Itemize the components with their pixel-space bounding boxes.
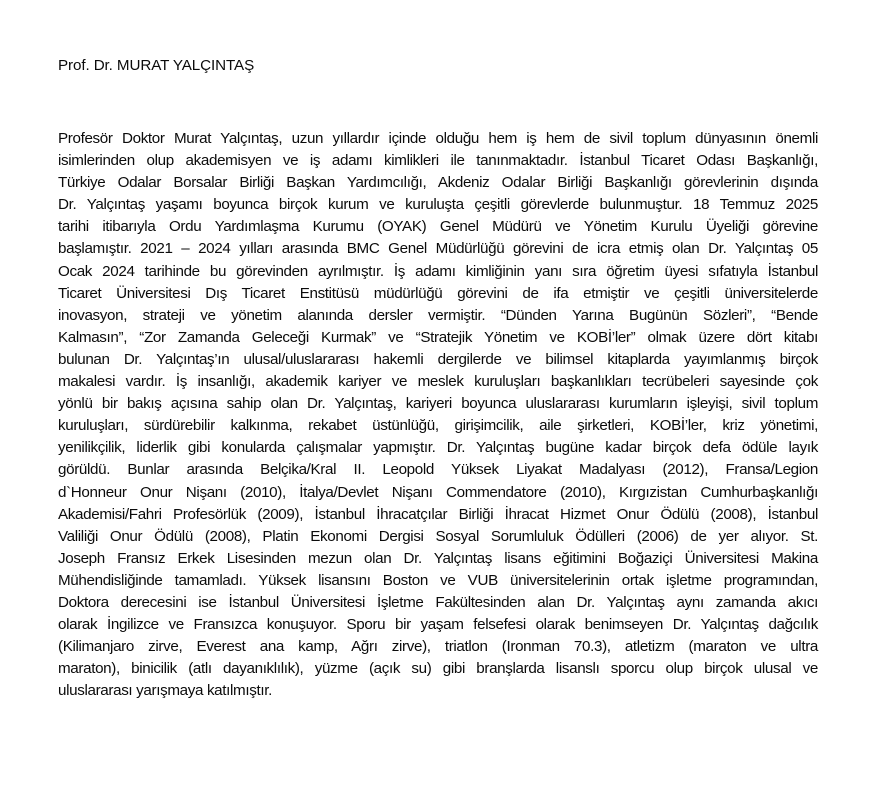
paragraph-line: isimlerinden olup akademisyen ve iş adamı kimlikleri ile tanınmaktadır. İstanbul Ticaret Odası Başkanlığı, bbox=[58, 152, 818, 170]
paragraph-line: d`Honneur Onur Nişanı (2010), İtalya/Devlet Nişanı Commendatore (2010), Kırgızistan Cumhurbaşkanlığı bbox=[58, 483, 818, 501]
paragraph-line: Profesör Doktor Murat Yalçıntaş, uzun yıllardır içinde olduğu hem iş hem de sivil toplum dünyasının önemli bbox=[58, 130, 818, 147]
paragraph-line: Ocak 2024 tarihinde bu görevinden ayrılmıştır. İş adamı kimliğinin yanı sıra öğretim üyesi sıfatıyla İstanbul bbox=[58, 262, 818, 280]
biography-paragraph bbox=[58, 128, 818, 702]
paragraph-line: olarak İngilizce ve Fransızca konuşuyor. Sporu bir yaşam felsefesi olarak benimseyen Dr. Yalçıntaş dağcılık bbox=[58, 616, 818, 634]
paragraph-line: Joseph Fransız Erkek Lisesinden mezun olan Dr. Yalçıntaş lisans eğitimini Boğaziçi Üniversitesi Makina bbox=[58, 549, 818, 567]
paragraph-line: Türkiye Odalar Borsalar Birliği Başkan Yardımcılığı, Akdeniz Odalar Birliği Başkanlığı görevlerinin dışında bbox=[58, 174, 818, 192]
paragraph-line: Kalmasın”, “Zor Zamanda Geleceği Kurmak” ve “Stratejik Yönetim ve KOBİ’ler” olmak üzere dört kitabı bbox=[58, 328, 818, 346]
document-title: Prof. Dr. MURAT YALÇINTAŞ bbox=[58, 57, 255, 74]
paragraph-line: tarihi itibarıyla Ordu Yardımlaşma Kurumu (OYAK) Genel Müdürü ve Yönetim Kurulu Üyeliği görevine bbox=[58, 218, 818, 236]
paragraph-line: maraton), binicilik (atlı dayanıklılık), yüzme (açık su) gibi branşlarda lisanslı sporcu olup birçok ulusal ve bbox=[58, 660, 818, 678]
paragraph-line: Akademisi/Fahri Profesörlük (2009), İstanbul İhracatçılar Birliği İhracat Hizmet Onur Ödülü (2008), İstanbul bbox=[58, 505, 818, 523]
paragraph-line: (Kilimanjaro zirve, Everest ana kamp, Ağrı zirve), triatlon (Ironman 70.3), atletizm (maraton ve ultra bbox=[58, 638, 818, 656]
paragraph-line: bulunan Dr. Yalçıntaş’ın ulusal/uluslararası hakemli dergilerde ve bilimsel kitaplarda yayımlanmış birçok bbox=[58, 350, 818, 368]
paragraph-line: Mühendisliğinde tamamladı. Yüksek lisansını Boston ve VUB üniversitelerinin ortak işletme programından, bbox=[58, 571, 818, 589]
paragraph-line: kuruluşları, sürdürebilir kalkınma, rekabet üstünlüğü, girişimcilik, aile şirketleri, KOBİ’ler, kriz yönetimi, bbox=[58, 417, 818, 435]
paragraph-line: Doktora derecesini ise İstanbul Üniversitesi İşletme Fakültesinden alan Dr. Yalçıntaş aynı zamanda akıcı bbox=[58, 593, 818, 611]
paragraph-line: Dr. Yalçıntaş yaşamı boyunca birçok kurum ve kuruluşta çeşitli görevlerde bulunmuştur. 18 Temmuz 2025 bbox=[58, 196, 818, 214]
paragraph-line: makalesi vardır. İş insanlığı, akademik kariyer ve meslek kuruluşları başkanlıkları tecrübeleri sayesinde çok bbox=[58, 373, 818, 391]
paragraph-line: Ticaret Üniversitesi Dış Ticaret Enstitüsü müdürlüğü görevini de ifa etmiştir ve çeşitli üniversitelerde bbox=[58, 284, 818, 302]
paragraph-line: yönlü bir bakış açısına sahip olan Dr. Yalçıntaş, kariyeri boyunca uluslararası kurumların işleyişi, sivil toplum bbox=[58, 395, 818, 413]
paragraph-line: inovasyon, strateji ve yönetim alanında dersler vermiştir. “Dünden Yarına Bugünün Sözleri”, “Bende bbox=[58, 306, 818, 324]
paragraph-line: Valiliği Onur Ödülü (2008), Platin Ekonomi Dergisi Sosyal Sorumluluk Ödülleri (2006) de yer alıyor. St. bbox=[58, 527, 818, 545]
paragraph-line: yenilikçilik, liderlik gibi konularda çalışmalar yapmıştır. Dr. Yalçıntaş bugüne kadar birçok defa ödüle layık bbox=[58, 439, 818, 457]
paragraph-line: uluslararası yarışmaya katılmıştır. bbox=[58, 682, 272, 700]
paragraph-line: başlamıştır. 2021 – 2024 yılları arasında BMC Genel Müdürlüğü görevini de icra etmiş olan Dr. Yalçıntaş 05 bbox=[58, 240, 818, 258]
paragraph-line: görüldü. Bunlar arasında Belçika/Kral II. Leopold Yüksek Liyakat Madalyası (2012), Fransa/Legion bbox=[58, 461, 818, 479]
